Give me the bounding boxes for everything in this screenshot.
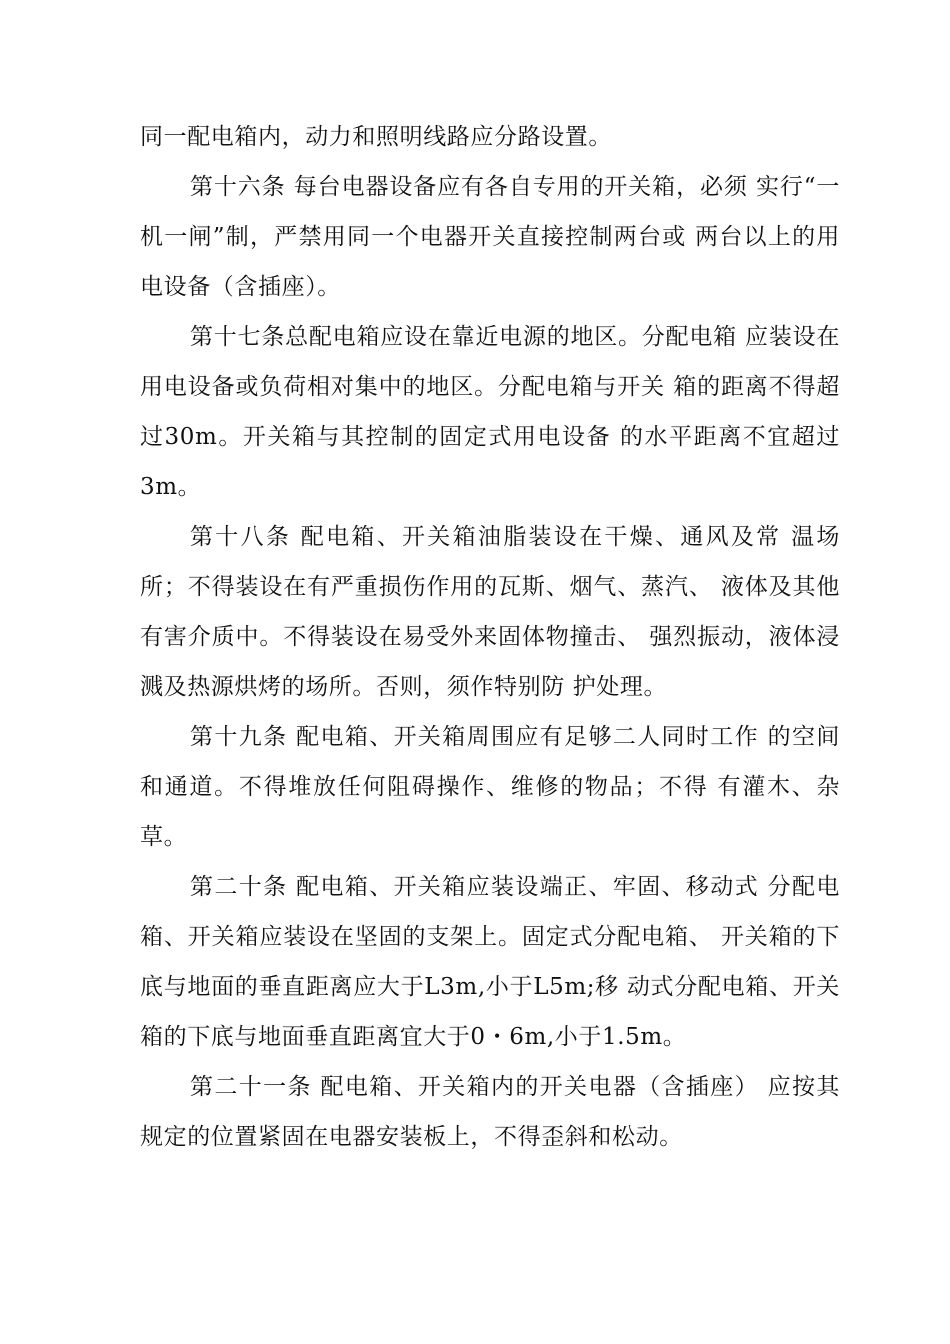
paragraph-continuation: 同一配电箱内，动力和照明线路应分路设置。 — [140, 124, 612, 150]
paragraph-article-18: 第十八条 配电箱、开关箱油脂装设在干燥、通风及常 温场所；不得装设在有严重损伤作用的瓦斯、烟气、蒸汽、 液体及其他有害介质中。不得装设在易受外来固体物撞击、 强烈振动，液体浸溅及热源烘烤的场所。否则，须作特别防 护处理。 — [140, 524, 840, 700]
document-body — [140, 112, 840, 1162]
paragraph-article-16: 第十六条 每台电器设备应有各自专用的开关箱，必须 实行“一机一闸”制，严禁用同一个电器开关直接控制两台或 两台以上的用电设备（含插座）。 — [140, 174, 840, 300]
paragraph-article-19: 第十九条 配电箱、开关箱周围应有足够二人同时工作 的空间和通道。不得堆放任何阻碍操作、维修的物品；不得 有灌木、杂草。 — [140, 724, 840, 850]
paragraph-article-17: 第十七条总配电箱应设在靠近电源的地区。分配电箱 应装设在用电设备或负荷相对集中的地区。分配电箱与开关 箱的距离不得超过30m。开关箱与其控制的固定式用电设备 的水平距离不宜超过3m。 — [140, 324, 840, 500]
paragraph-article-21: 第二十一条 配电箱、开关箱内的开关电器（含插座） 应按其规定的位置紧固在电器安装板上，不得歪斜和松动。 — [140, 1074, 840, 1150]
paragraph-article-20: 第二十条 配电箱、开关箱应装设端正、牢固、移动式 分配电箱、开关箱应装设在坚固的支架上。固定式分配电箱、 开关箱的下底与地面的垂直距离应大于L3m,小于L5m;移 动式分配电箱、开关箱的下底与地面垂直距离宜大于0・6m,小于1.5m。 — [140, 874, 840, 1050]
